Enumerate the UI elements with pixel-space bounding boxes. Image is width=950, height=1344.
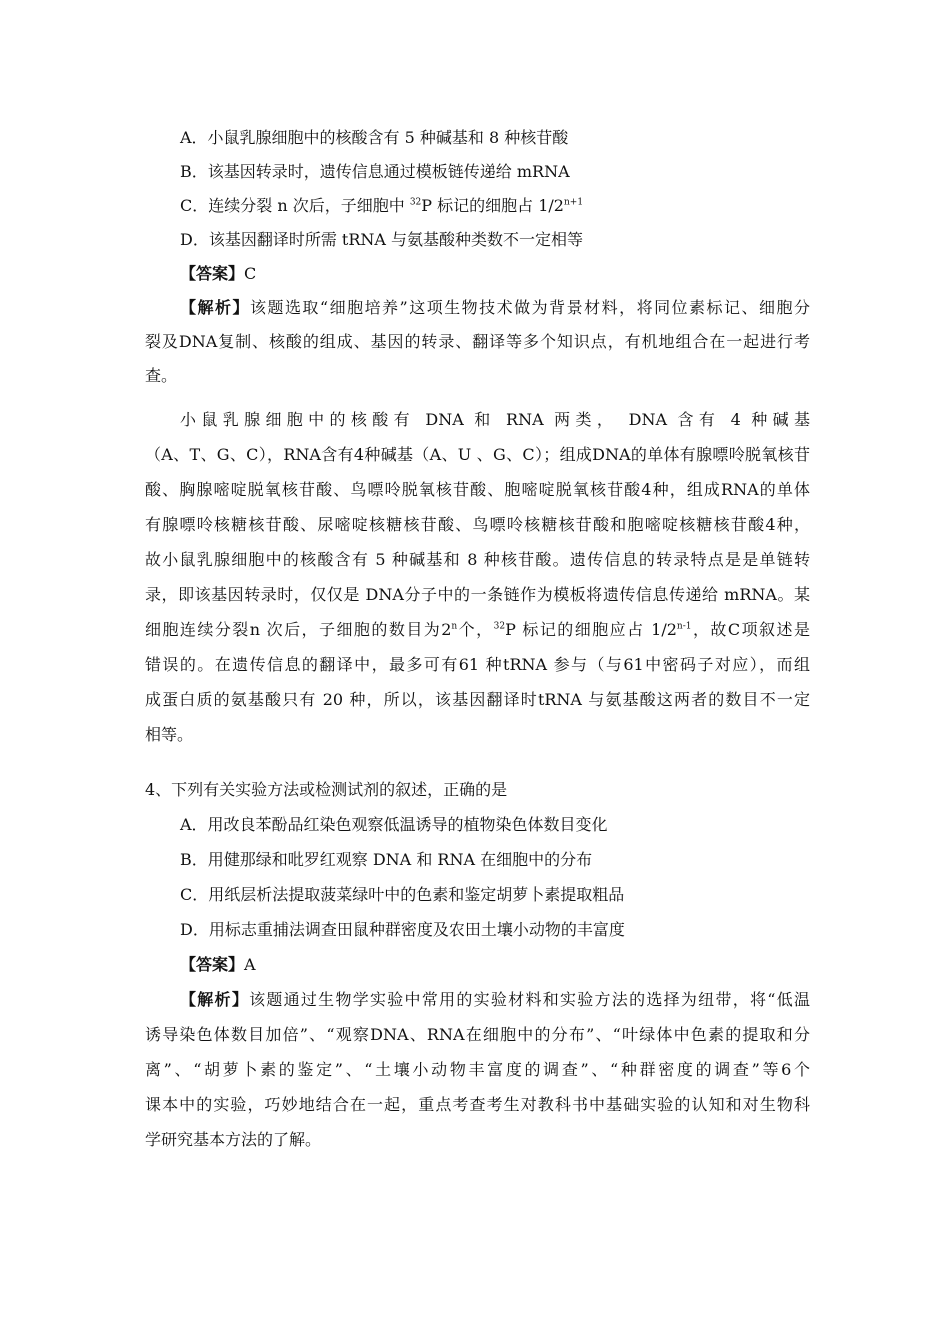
q3-option-c-text: P 标记的细胞占 1/2 — [421, 196, 564, 215]
q3-option-d: D．该基因翻译时所需 tRNA 与氨基酸种类数不一定相等 — [180, 230, 584, 249]
q3-analysis-line: 查。 — [145, 366, 178, 385]
q4-analysis-line: 诱导染色体数目加倍”、“观察DNA、RNA在细胞中的分布”、“叶绿体中色素的提取和分 — [145, 1025, 810, 1044]
q4-analysis-line — [180, 990, 810, 1010]
q3-option-a: A．小鼠乳腺细胞中的核酸含有 5 种碱基和 8 种核苷酸 — [180, 128, 569, 147]
analysis-label: 【解析】 — [180, 990, 250, 1009]
q4-answer — [180, 955, 845, 975]
superscript: n — [451, 621, 458, 632]
q3-detail-line: 小鼠乳腺细胞中的核酸有 DNA 和 RNA 两类， DNA 含有 4 种碱基 — [180, 410, 810, 429]
q3-detail-line: （A、T、G、C），RNA含有4种碱基（A、U 、G、C）；组成DNA的单体有腺嘌呤脱氧核苷 — [145, 445, 810, 464]
q4-option-c: C．用纸层析法提取菠菜绿叶中的色素和鉴定胡萝卜素提取粗品 — [180, 885, 625, 904]
detail-text: 细胞连续分裂n 次后，子细胞的数目为2 — [145, 620, 452, 639]
answer-value: C — [244, 264, 257, 283]
superscript: 32 — [493, 621, 506, 632]
q3-detail-line: 录，即该基因转录时，仅仅是 DNA分子中的一条链作为模板将遗传信息传递给 mRNA。某 — [145, 585, 810, 604]
analysis-label: 【解析】 — [180, 298, 250, 317]
superscript: n+1 — [563, 197, 584, 208]
q4-analysis-line: 课本中的实验，巧妙地结合在一起，重点考查考生对教科书中基础实验的认知和对生物科 — [145, 1095, 810, 1114]
detail-text: P 标记的细胞应占 1/2 — [505, 620, 677, 639]
q4-analysis-line: 离”、“胡萝卜素的鉴定”、“土壤小动物丰富度的调查”、“种群密度的调查”等6个 — [145, 1060, 810, 1079]
detail-text: 个， — [457, 620, 494, 639]
answer-label: 【答案】 — [180, 955, 245, 974]
q3-detail-line: 故小鼠乳腺细胞中的核酸含有 5 种碱基和 8 种核苷酸。遗传信息的转录特点是是单链转 — [145, 550, 810, 569]
detail-text: ，故C项叙述是 — [691, 620, 810, 639]
q3-detail-line: 有腺嘌呤核糖核苷酸、尿嘧啶核糖核苷酸、鸟嘌呤核糖核苷酸和胞嘧啶核糖核苷酸4种， — [145, 515, 810, 534]
q4-analysis-line: 学研究基本方法的了解。 — [145, 1130, 322, 1149]
analysis-text: 该题通过生物学实验中常用的实验材料和实验方法的选择为纽带，将“低温 — [249, 990, 810, 1009]
q3-detail-line — [145, 620, 810, 640]
q4-option-a: A．用改良苯酚品红染色观察低温诱导的植物染色体数目变化 — [180, 815, 608, 834]
q4-option-b: B．用健那绿和吡罗红观察 DNA 和 RNA 在细胞中的分布 — [180, 850, 593, 869]
superscript: n-1 — [676, 621, 692, 632]
q3-detail-line: 相等。 — [145, 725, 194, 744]
q4-option-d: D．用标志重捕法调查田鼠种群密度及农田土壤小动物的丰富度 — [180, 920, 625, 939]
q3-answer — [180, 264, 845, 284]
q3-detail-line: 酸、胸腺嘧啶脱氧核苷酸、鸟嘌呤脱氧核苷酸、胞嘧啶脱氧核苷酸4种，组成RNA的单体 — [145, 480, 810, 499]
answer-label: 【答案】 — [180, 264, 245, 283]
q3-analysis-line — [180, 298, 810, 318]
q3-analysis-line: 裂及DNA复制、核酸的组成、基因的转录、翻译等多个知识点，有机地组合在一起进行考 — [145, 332, 810, 351]
answer-value: A — [244, 955, 256, 974]
q3-option-c — [180, 196, 845, 216]
analysis-text: 该题选取“细胞培养”这项生物技术做为背景材料，将同位素标记、细胞分 — [249, 298, 810, 317]
q3-detail-line: 成蛋白质的氨基酸只有 20 种，所以，该基因翻译时tRNA 与氨基酸这两者的数目不一定 — [145, 690, 810, 709]
superscript: 32 — [409, 197, 422, 208]
q3-option-b: B．该基因转录时，遗传信息通过模板链传递给 mRNA — [180, 162, 570, 181]
q4-stem: 4、下列有关实验方法或检测试剂的叙述，正确的是 — [145, 780, 508, 799]
q3-option-c-text: C．连续分裂 n 次后，子细胞中 — [180, 196, 405, 215]
q3-detail-line: 错误的。在遗传信息的翻译中，最多可有61 种tRNA 参与（与61中密码子对应），而组 — [145, 655, 810, 674]
